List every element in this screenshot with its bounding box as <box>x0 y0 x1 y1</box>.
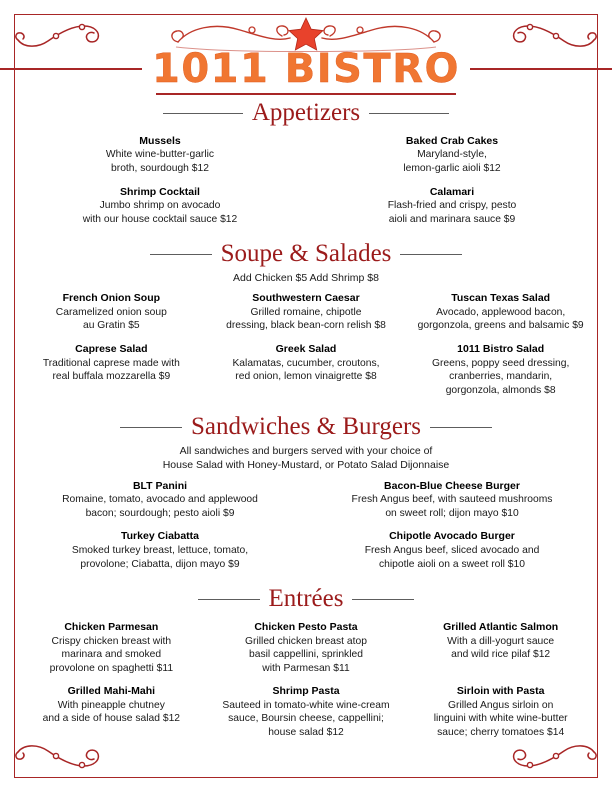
menu-sections <box>0 99 612 740</box>
menu-item-name: BLT Panini <box>132 479 188 492</box>
section-title-sandwiches-burgers: Sandwiches & Burgers <box>190 413 422 441</box>
menu-item-description: Grilled chicken breast atop basil cappellini, sprinkled with Parmesan $11 <box>245 635 367 674</box>
menu-item-description: With a dill-yogurt sauce and wild rice pilaf $12 <box>447 635 555 661</box>
section-rule-left <box>163 113 243 114</box>
menu-item-name: Calamari <box>429 185 475 198</box>
section-rule-right <box>400 254 462 255</box>
section-rule-left <box>198 599 260 600</box>
restaurant-title-row <box>0 48 612 90</box>
menu-item-description: Caramelized onion soup au Gratin $5 <box>55 306 167 332</box>
corner-flourish-bottom-left-icon <box>10 736 106 782</box>
menu-item <box>308 186 596 227</box>
menu-item-description: Fresh Angus beef, sliced avocado and chipotle aioli on a sweet roll $10 <box>364 544 540 570</box>
menu-item <box>308 530 596 571</box>
title-rule-right <box>470 68 612 69</box>
menu-section-appetizers <box>0 99 612 226</box>
menu-item-description: Sauteed in tomato-white wine-cream sauce, Boursin cheese, cappellini; house salad $12 <box>222 699 390 739</box>
menu-item <box>16 186 304 227</box>
section-heading-appetizers <box>0 99 612 128</box>
menu-item <box>16 343 207 397</box>
menu-item-name: Chipotle Avocado Burger <box>389 530 515 543</box>
menu-item-name: Sirloin with Pasta <box>456 685 545 698</box>
title-rule-left <box>0 68 142 69</box>
section-title-entrees: Entrées <box>268 585 344 613</box>
menu-item <box>16 292 207 333</box>
menu-item-name: Grilled Atlantic Salmon <box>443 620 559 633</box>
menu-item <box>308 135 596 176</box>
section-note-sandwiches-burgers: All sandwiches and burgers served with your choice of House Salad with Honey-Mustard, or Potato Salad Dijonnaise <box>162 445 450 472</box>
menu-item-name: Greek Salad <box>275 343 337 356</box>
menu-item-name: Chicken Pesto Pasta <box>254 620 358 633</box>
menu-item-grid-sandwiches-burgers <box>0 480 612 572</box>
section-note-soups-salads: Add Chicken $5 Add Shrimp $8 <box>233 272 379 285</box>
menu-item <box>16 621 207 675</box>
menu-item-description: Traditional caprese made with real buffala mozzarella $9 <box>42 357 180 383</box>
menu-item-name: Baked Crab Cakes <box>405 134 499 147</box>
menu-item-description: Smoked turkey breast, lettuce, tomato, provolone; Ciabatta, dijon mayo $9 <box>71 544 249 570</box>
section-heading-soups-salads <box>0 240 612 269</box>
menu-item-description: Fresh Angus beef, with sauteed mushrooms on sweet roll; dijon mayo $10 <box>351 494 553 519</box>
menu-item-description: Romaine, tomato, avocado and applewood bacon; sourdough; pesto aioli $9 <box>62 494 258 519</box>
menu-item <box>16 530 304 571</box>
section-heading-entrees <box>0 585 612 614</box>
menu-item-name: Turkey Ciabatta <box>121 530 199 543</box>
menu-item-name: Shrimp Pasta <box>272 685 340 698</box>
title-underbar <box>156 93 456 95</box>
menu-item-name: Southwestern Caesar <box>252 292 360 305</box>
menu-item <box>211 685 402 739</box>
menu-item <box>211 292 402 333</box>
menu-item-description: White wine-butter-garlic broth, sourdough $12 <box>105 149 215 174</box>
menu-item-description: Flash-fried and crispy, pesto aioli and marinara sauce $9 <box>387 200 517 225</box>
section-heading-sandwiches-burgers <box>0 413 612 442</box>
corner-flourish-bottom-right-icon <box>506 736 602 782</box>
section-title-soups-salads: Soupe & Salades <box>220 240 392 268</box>
menu-item-name: Shrimp Cocktail <box>120 185 200 198</box>
menu-item-description: Maryland-style, lemon-garlic aioli $12 <box>403 149 501 174</box>
menu-item-description: Greens, poppy seed dressing, cranberries, mandarin, gorgonzola, almonds $8 <box>431 357 570 396</box>
menu-item-name: Caprese Salad <box>75 343 148 356</box>
section-rule-right <box>430 427 492 428</box>
menu-item <box>211 343 402 397</box>
menu-item-description: Grilled romaine, chipotle dressing, black bean-corn relish $8 <box>226 306 386 332</box>
menu-item-name: French Onion Soup <box>62 292 161 305</box>
menu-section-sandwiches-burgers <box>0 413 612 571</box>
menu-item-description: With pineapple chutney and a side of house salad $12 <box>42 699 181 725</box>
menu-item-name: Tuscan Texas Salad <box>451 292 551 305</box>
menu-item-grid-appetizers <box>0 135 612 227</box>
menu-item <box>308 480 596 521</box>
menu-item <box>405 621 596 675</box>
restaurant-title: 1011 BISTRO <box>151 46 461 92</box>
menu-item <box>16 135 304 176</box>
menu-item <box>405 292 596 333</box>
section-title-appetizers: Appetizers <box>251 99 361 126</box>
menu-item-name: 1011 Bistro Salad <box>457 343 545 356</box>
menu-item-description: Crispy chicken breast with marinara and smoked provolone on spaghetti $11 <box>49 635 174 674</box>
menu-item-name: Chicken Parmesan <box>64 620 159 633</box>
menu-item <box>211 621 402 675</box>
menu-item-description: Avocado, applewood bacon, gorgonzola, greens and balsamic $9 <box>417 306 584 332</box>
menu-item-grid-soups-salads <box>0 292 612 397</box>
menu-item-name: Grilled Mahi-Mahi <box>67 685 156 698</box>
menu-item-description: Grilled Angus sirloin on linguini with white wine-butter sauce; cherry tomatoes $14 <box>433 699 568 739</box>
menu-section-entrees <box>0 585 612 740</box>
menu-item-grid-entrees <box>0 621 612 740</box>
menu-item <box>405 343 596 397</box>
menu-section-soups-salads <box>0 240 612 397</box>
section-rule-right <box>369 113 449 114</box>
menu-item <box>405 685 596 739</box>
menu-item-name: Bacon-Blue Cheese Burger <box>384 479 520 492</box>
menu-item-description: Kalamatas, cucumber, croutons, red onion, lemon vinaigrette $8 <box>232 357 380 383</box>
section-rule-left <box>150 254 212 255</box>
menu-item <box>16 480 304 521</box>
section-rule-right <box>352 599 414 600</box>
menu-item <box>16 685 207 739</box>
menu-masthead <box>0 0 612 95</box>
menu-item-name: Mussels <box>139 134 181 147</box>
menu-item-description: Jumbo shrimp on avocado with our house cocktail sauce $12 <box>82 200 238 225</box>
section-rule-left <box>120 427 182 428</box>
